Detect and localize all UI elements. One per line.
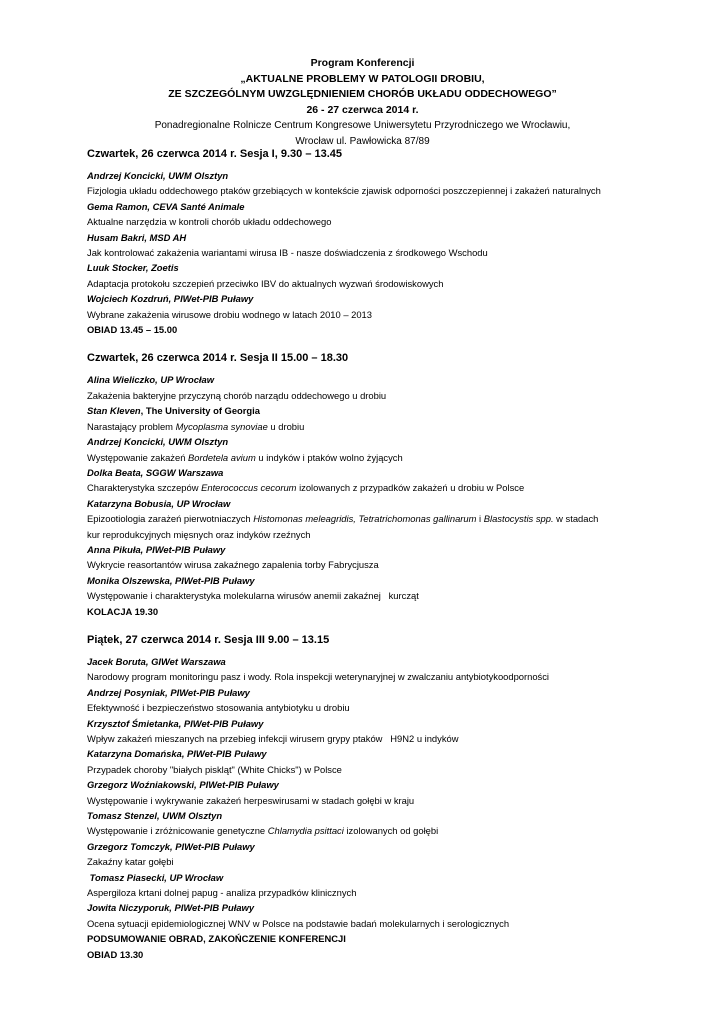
speaker: Husam Bakri, MSD AH bbox=[87, 231, 187, 243]
talk-title: Zakażenia bakteryjne przyczyną chorób narządu oddechowego u drobiu bbox=[87, 389, 387, 401]
lunch-break: OBIAD 13.45 – 15.00 bbox=[87, 324, 178, 336]
conference-title-line-2: ZE SZCZEGÓLNYM UWZGLĘDNIENIEM CHORÓB UKŁADU ODDECHOWEGO” bbox=[168, 88, 557, 100]
talk-title: Efektywność i bezpieczeństwo stosowania antybiotyku u drobiu bbox=[87, 702, 350, 714]
conference-title-line-1: „AKTUALNE PROBLEMY W PATOLOGII DROBIU, bbox=[240, 72, 485, 85]
speaker: Krzysztof Śmietanka, PIWet-PIB Puławy bbox=[87, 717, 264, 729]
speaker: Jowita Niczyporuk, PIWet-PIB Puławy bbox=[87, 902, 255, 914]
speaker: Jacek Boruta, GIWet Warszawa bbox=[87, 655, 226, 667]
speaker: Tomasz Stenzel, UWM Olsztyn bbox=[87, 810, 223, 822]
speaker: Andrzej Koncicki, UWM Olsztyn bbox=[87, 436, 229, 448]
talk-title: Narodowy program monitoringu pasz i wody. Rola inspekcji weterynaryjnej w zwalczaniu antybiotykoodporności bbox=[87, 671, 550, 683]
speaker: Katarzyna Domańska, PIWet-PIB Puławy bbox=[87, 748, 267, 760]
lunch-note: OBIAD 13.30 bbox=[87, 948, 144, 960]
speaker: Anna Pikuła, PIWet-PIB Puławy bbox=[87, 543, 226, 555]
talk-title: Fizjologia układu oddechowego ptaków grzebiących w kontekście zjawisk odporności poszczepiennej i zakażeń naturalnych bbox=[87, 185, 601, 197]
talk-title: Aktualne narzędzia w kontroli chorób układu oddechowego bbox=[87, 216, 332, 228]
talk-title: Ocena sytuacji epidemiologicznej WNV w Polsce na podstawie badań molekularnych i serologicznych bbox=[87, 917, 510, 929]
talk-title: Charakterystyka szczepów Enterococcus cecorum izolowanych z przypadków zakażeń u drobiu w Polsce bbox=[87, 482, 525, 494]
talk-title: Wpływ zakażeń mieszanych na przebieg infekcji wirusem grypy ptaków H9N2 u indyków bbox=[87, 733, 459, 744]
speaker: Dolka Beata, SGGW Warszawa bbox=[87, 466, 224, 478]
talk-title: Występowanie i zróżnicowanie genetyczne Chlamydia psittaci izolowanych od gołębi bbox=[87, 825, 439, 837]
session-2 bbox=[87, 350, 630, 619]
speaker: Grzegorz Woźniakowski, PIWet-PIB Puławy bbox=[87, 779, 279, 791]
talk-title: Wybrane zakażenia wirusowe drobiu wodnego w latach 2010 – 2013 bbox=[87, 308, 372, 320]
dinner-break: KOLACJA 19.30 bbox=[87, 605, 159, 617]
speaker: Andrzej Posyniak, PIWet-PIB Puławy bbox=[87, 686, 250, 698]
talk-title: Aspergiloza krtani dolnej papug - analiza przypadków klinicznych bbox=[87, 887, 357, 899]
talk-title: Jak kontrolować zakażenia wariantami wirusa IB - nasze doświadczenia z środkowego Wschodu bbox=[87, 247, 488, 259]
closing-note: PODSUMOWANIE OBRAD, ZAKOŃCZENIE KONFERENCJI bbox=[87, 933, 346, 945]
program-content bbox=[87, 146, 630, 962]
speaker: Katarzyna Bobusia, UP Wrocław bbox=[87, 497, 231, 509]
session-3-title: Piątek, 27 czerwca 2014 r. Sesja III 9.00 – 13.15 bbox=[87, 633, 330, 646]
session-1 bbox=[87, 146, 630, 337]
program-heading: Program Konferencji bbox=[310, 57, 415, 69]
talk-title: Wykrycie reasortantów wirusa zakaźnego zapalenia torby Fabrycjusza bbox=[87, 559, 379, 571]
speaker: Stan Kleven, The University of Georgia bbox=[87, 405, 260, 417]
speaker: Monika Olszewska, PIWet-PIB Puławy bbox=[87, 574, 255, 586]
speaker: Gema Ramon, CEVA Santé Animale bbox=[87, 200, 245, 212]
speaker: Alina Wieliczko, UP Wrocław bbox=[87, 374, 215, 386]
speaker: Luuk Stocker, Zoetis bbox=[87, 262, 179, 274]
conference-dates: 26 - 27 czerwca 2014 r. bbox=[306, 103, 419, 116]
session-3 bbox=[87, 632, 630, 962]
talk-title: Epizootiologia zarażeń pierwotniaczych Histomonas meleagridis, Tetratrichomonas gallinarum i Blastocystis spp. w stadach bbox=[87, 513, 599, 525]
document-header bbox=[0, 56, 725, 149]
talk-title: Występowanie i wykrywanie zakażeń herpeswirusami w stadach gołębi w kraju bbox=[87, 794, 415, 806]
speaker: Wojciech Kozdruń, PIWet-PIB Puławy bbox=[87, 293, 254, 305]
talk-title: Występowanie zakażeń Bordetela avium u indyków i ptaków wolno żyjących bbox=[87, 451, 403, 463]
speaker: Grzegorz Tomczyk, PIWet-PIB Puławy bbox=[87, 840, 255, 852]
talk-title: Narastający problem Mycoplasma synoviae u drobiu bbox=[87, 420, 305, 432]
talk-title: Występowanie i charakterystyka molekularna wirusów anemii zakaźnej kurcząt bbox=[87, 590, 419, 602]
talk-title: Adaptacja protokołu szczepień przeciwko IBV do aktualnych wyzwań środowiskowych bbox=[87, 277, 444, 289]
venue-line-1: Ponadregionalne Rolnicze Centrum Kongresowe Uniwersytetu Przyrodniczego we Wrocławiu, bbox=[154, 120, 571, 131]
speaker: Tomasz Piasecki, UP Wrocław bbox=[87, 871, 224, 883]
venue-line-2: Wrocław ul. Pawłowicka 87/89 bbox=[295, 135, 430, 147]
session-1-title: Czwartek, 26 czerwca 2014 r. Sesja I, 9.30 – 13.45 bbox=[87, 148, 343, 160]
speaker: Andrzej Koncicki, UWM Olsztyn bbox=[87, 170, 229, 181]
talk-title-continued: kur reprodukcyjnych mięsnych oraz indyków rzeźnych bbox=[87, 528, 311, 540]
talk-title: Przypadek choroby "białych piskląt" (White Chicks") w Polsce bbox=[87, 763, 342, 775]
talk-title: Zakaźny katar gołębi bbox=[87, 856, 174, 868]
session-2-title: Czwartek, 26 czerwca 2014 r. Sesja II 15.00 – 18.30 bbox=[87, 352, 349, 365]
